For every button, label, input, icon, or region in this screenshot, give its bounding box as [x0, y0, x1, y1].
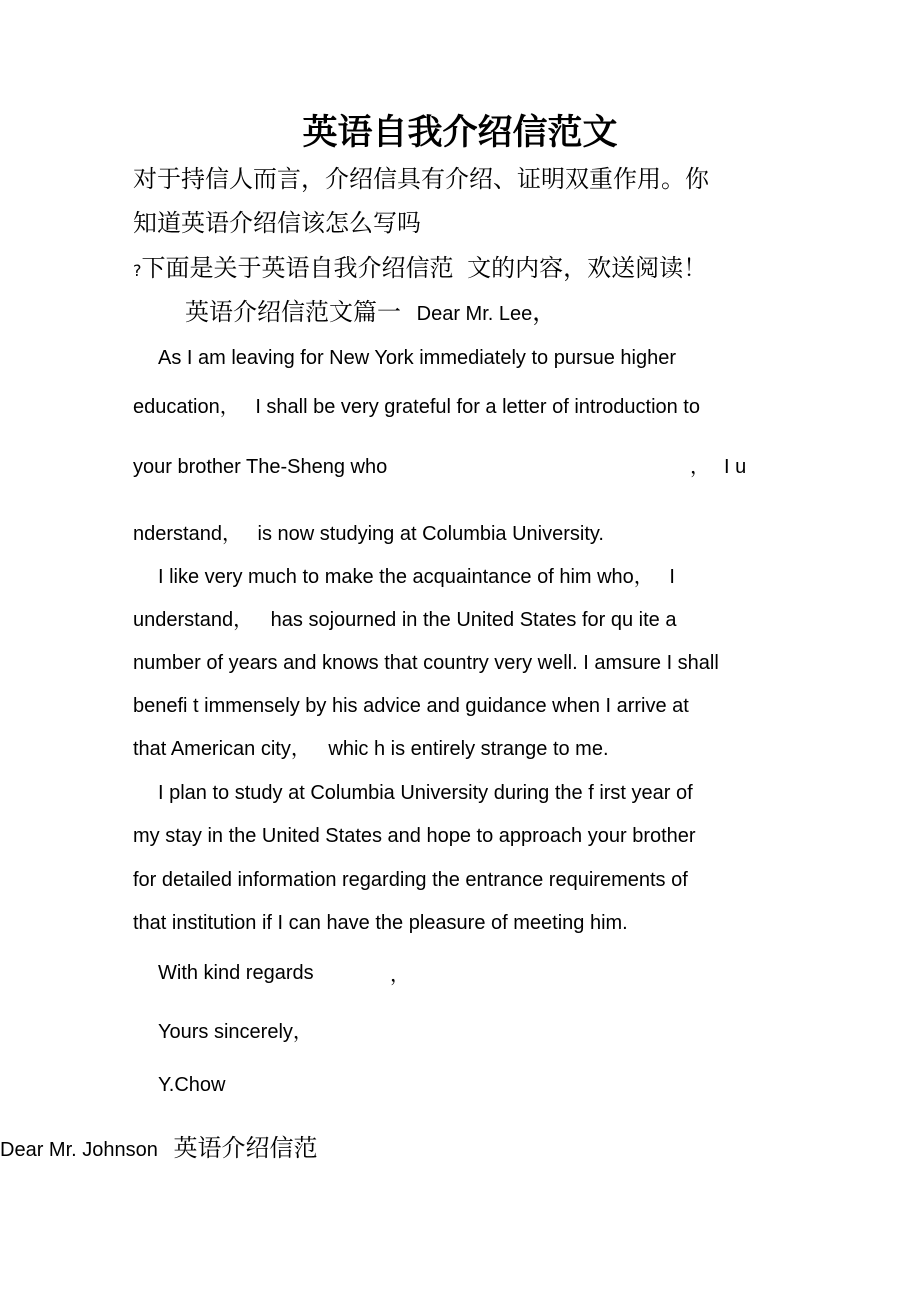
text-fragment: education: [133, 396, 220, 418]
paragraph-3-line-1: I plan to study at Columbia University during the f irst year of: [158, 782, 693, 804]
intro-line-1: 对于持信人而言，介绍信具有介绍、证明双重作用。你: [133, 165, 709, 193]
text-fragment: that American city: [133, 738, 291, 760]
question-mark: ?: [133, 261, 142, 280]
text-fragment: is now studying at Columbia University.: [257, 523, 604, 545]
letter-heading-cn: 英语介绍信范文篇一: [185, 298, 401, 326]
text-fragment: whic h is entirely strange to me.: [328, 738, 609, 760]
text-fragment: nderstand: [133, 523, 222, 545]
paragraph-3-line-2: my stay in the United States and hope to approach your brother: [133, 825, 696, 847]
footer-heading-cn: 英语介绍信范: [173, 1134, 318, 1162]
paragraph-1-line-2: [133, 393, 700, 421]
paragraph-3-line-3: for detailed information regarding the entrance requirements of: [133, 869, 688, 891]
document-title: 英语自我介绍信范文: [302, 113, 618, 153]
closing-line-2: [158, 1018, 313, 1046]
letter-salutation: Dear Mr. Lee: [416, 303, 533, 325]
intro-line-3: [133, 252, 707, 287]
footer-salutation: Dear Mr. Johnson: [0, 1139, 158, 1161]
fullwidth-comma: ，: [633, 566, 654, 588]
fullwidth-comma: ，: [290, 738, 311, 760]
intro-line-3-part-b: 文的内容，欢送阅读！: [467, 254, 708, 282]
fullwidth-comma: ，: [219, 396, 240, 418]
paragraph-2-line-2: [133, 606, 676, 634]
paragraph-1-line-1: As I am leaving for New York immediately to pursue higher: [158, 347, 677, 369]
signature: Y.Chow: [158, 1074, 226, 1096]
closing-line-1-comma: ，: [390, 964, 410, 986]
fullwidth-comma: ，: [532, 298, 557, 326]
paragraph-2-line-5: [133, 735, 609, 763]
fullwidth-comma: ，: [233, 609, 254, 631]
text-fragment: has sojourned in the United States for qu ite a: [270, 609, 677, 631]
paragraph-1-line-3b: [690, 453, 746, 481]
text-fragment: I u: [724, 456, 747, 478]
fullwidth-comma: ，: [292, 1021, 313, 1043]
paragraph-1-line-3a: your brother The-Sheng who: [133, 456, 388, 478]
intro-line-2: 知道英语介绍信该怎么写吗: [133, 209, 421, 237]
paragraph-2-line-4: benefi t immensely by his advice and guidance when I arrive at: [133, 695, 689, 717]
paragraph-2-line-1: [158, 563, 675, 591]
intro-line-3-part-a: 下面是关于英语自我介绍信范: [141, 254, 454, 282]
closing-line-1: With kind regards: [158, 962, 314, 984]
fullwidth-comma: ，: [221, 523, 242, 545]
paragraph-1-line-4: [133, 520, 604, 548]
text-fragment: understand: [133, 609, 234, 631]
letter-heading: [185, 296, 556, 330]
text-fragment: I like very much to make the acquaintance of him who: [158, 566, 634, 588]
paragraph-3-line-4: that institution if I can have the pleasure of meeting him.: [133, 912, 628, 934]
text-fragment: I shall be very grateful for a letter of introduction to: [255, 396, 700, 418]
text-fragment: Yours sincerely: [158, 1021, 293, 1043]
footer-line: [0, 1132, 318, 1166]
text-fragment: I: [669, 566, 675, 588]
fullwidth-comma: ，: [690, 456, 710, 478]
paragraph-2-line-3: number of years and knows that country very well. I amsure I shall: [133, 652, 719, 674]
